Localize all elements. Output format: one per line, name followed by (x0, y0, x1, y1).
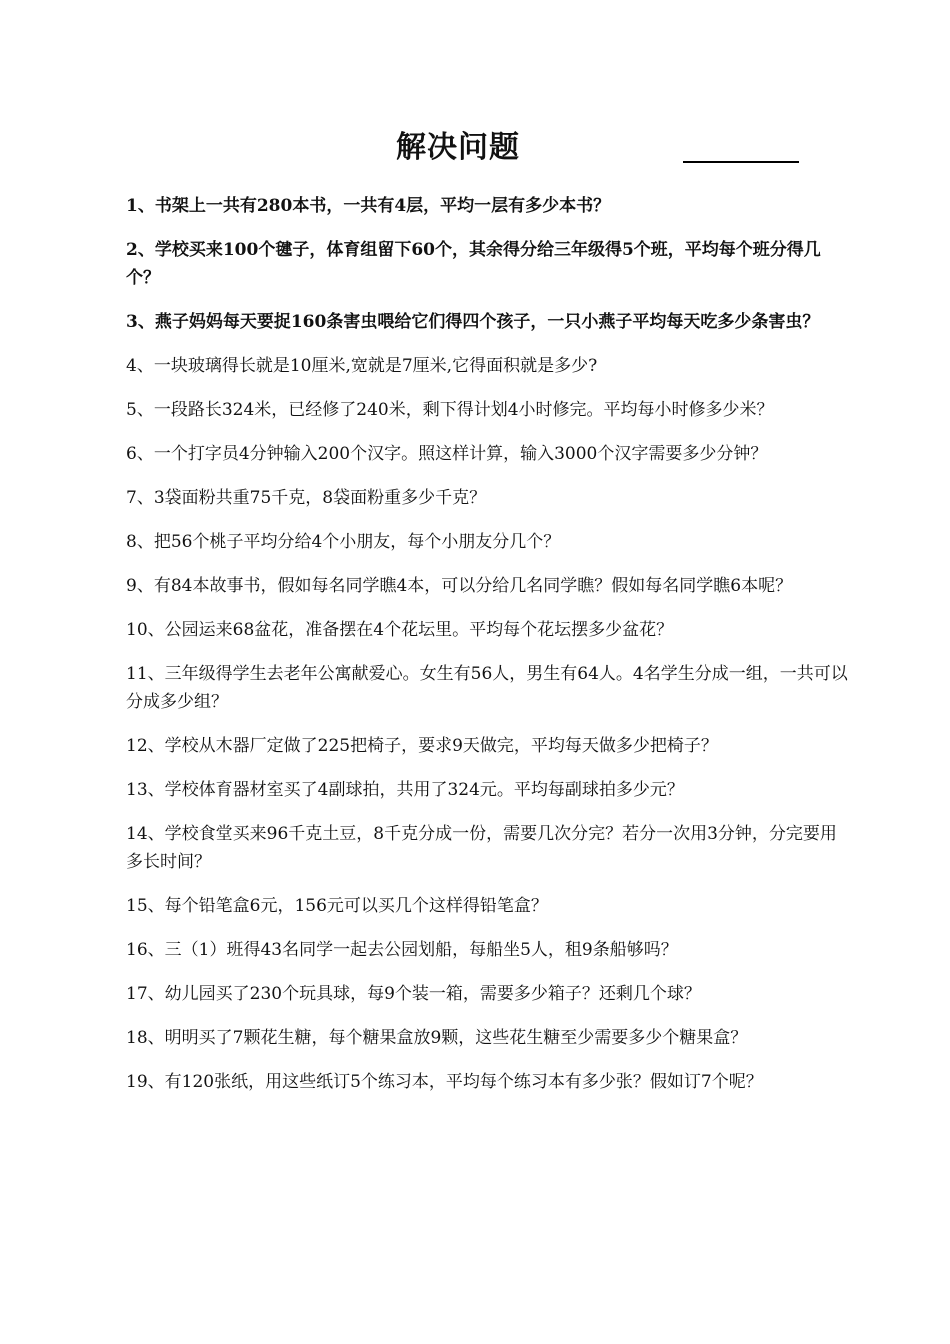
question-list (126, 192, 848, 1096)
question-item: 18、明明买了7颗花生糖，每个糖果盒放9颗，这些花生糖至少需要多少个糖果盒？ (126, 1028, 748, 1048)
name-blank-line (683, 161, 799, 163)
question-item: 9、有84本故事书，假如每名同学瞧4本，可以分给几名同学瞧？假如每名同学瞧6本呢？ (126, 576, 793, 596)
question-item: 11、三年级得学生去老年公寓献爱心。女生有56人，男生有64人。4名学生分成一组，一共可以分成多少组？ (126, 664, 848, 712)
question-item: 16、三（1）班得43名同学一起去公园划船，每船坐5人，租9条船够吗？ (126, 940, 678, 960)
question-item: 5、一段路长324米，已经修了240米，剩下得计划4小时修完。平均每小时修多少米？ (126, 400, 774, 420)
question-item: 7、3袋面粉共重75千克，8袋面粉重多少千克？ (126, 488, 487, 508)
question-item: 12、学校从木器厂定做了225把椅子，要求9天做完，平均每天做多少把椅子？ (126, 736, 718, 756)
question-item: 6、一个打字员4分钟输入200个汉字。照这样计算，输入3000个汉字需要多少分钟？ (126, 444, 768, 464)
question-item: 15、每个铅笔盒6元，156元可以买几个这样得铅笔盒？ (126, 896, 548, 916)
question-item: 13、学校体育器材室买了4副球拍，共用了324元。平均每副球拍多少元？ (126, 780, 684, 800)
question-item: 10、公园运来68盆花，准备摆在4个花坛里。平均每个花坛摆多少盆花？ (126, 620, 674, 640)
question-item: 1、书架上一共有280本书，一共有4层，平均一层有多少本书？ (126, 196, 611, 216)
question-item: 17、幼儿园买了230个玩具球，每9个装一箱，需要多少箱子？还剩几个球？ (126, 984, 701, 1004)
question-item: 2、学校买来100个毽子，体育组留下60个，其余得分给三年级得5个班，平均每个班分得几个？ (126, 240, 821, 288)
page-title: 解决问题 (396, 130, 520, 165)
question-item: 8、把56个桃子平均分给4个小朋友，每个小朋友分几个？ (126, 532, 561, 552)
question-item: 4、一块玻璃得长就是10厘米,宽就是7厘米,它得面积就是多少? (126, 356, 598, 376)
question-item: 3、燕子妈妈每天要捉160条害虫喂给它们得四个孩子，一只小燕子平均每天吃多少条害虫？ (126, 312, 820, 332)
question-item: 14、学校食堂买来96千克土豆，8千克分成一份，需要几次分完？若分一次用3分钟，分完要用多长时间？ (126, 824, 837, 872)
question-item: 19、有120张纸，用这些纸订5个练习本，平均每个练习本有多少张？假如订7个呢？ (126, 1072, 763, 1092)
